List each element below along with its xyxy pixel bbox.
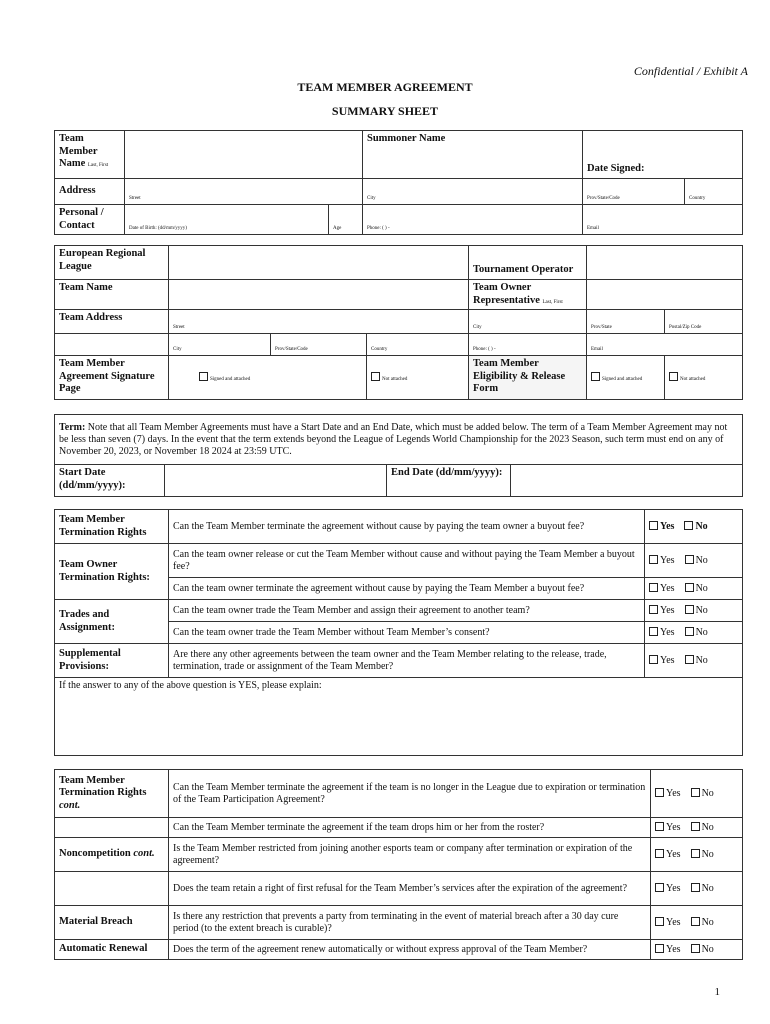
dob-field[interactable]: Date of Birth: (dd/mm/yyyy) xyxy=(125,205,329,235)
owner-rep-field[interactable] xyxy=(587,280,743,310)
end-date-label: End Date (dd/mm/yyyy): xyxy=(387,465,511,497)
date-signed-field[interactable] xyxy=(583,131,743,179)
q5-yes-checkbox[interactable] xyxy=(649,627,658,636)
start-date-label: Start Date (dd/mm/yyyy): xyxy=(55,465,165,497)
league-field[interactable] xyxy=(169,246,469,280)
member-name-label: Team Member Name Last, First xyxy=(55,131,125,179)
question-9: Is the Team Member restricted from joining another esports team or company after termination or expiration of the agreement? xyxy=(169,838,651,872)
q11-no-checkbox[interactable] xyxy=(691,917,700,926)
end-date-field[interactable] xyxy=(511,465,743,497)
question-3: Can the team owner terminate the agreement without cause by paying the Team Member a buyout fee? xyxy=(169,578,645,600)
question-1: Can the Team Member terminate the agreement without cause by paying the team owner a buyout fee? xyxy=(169,510,645,544)
signed-attached2-checkbox[interactable] xyxy=(591,372,600,381)
team-street-field[interactable]: Street xyxy=(169,310,469,334)
q1-no-checkbox[interactable] xyxy=(684,521,693,530)
summoner-name-field[interactable] xyxy=(363,131,583,179)
q6-no-checkbox[interactable] xyxy=(685,655,694,664)
blank-label-cell-2 xyxy=(55,872,169,906)
q1-yes-checkbox[interactable] xyxy=(649,521,658,530)
team-name-label: Team Name xyxy=(55,280,169,310)
q9-answer[interactable]: Yes No xyxy=(651,838,743,872)
noncompetition-label: Noncompetition cont. xyxy=(55,838,169,872)
not-attached-checkbox[interactable] xyxy=(371,372,380,381)
member-termination-cont-label: Team Member Termination Rights cont. xyxy=(55,770,169,818)
signed-attached2-option[interactable]: Signed and attached xyxy=(587,356,665,400)
q4-answer[interactable]: Yes No xyxy=(645,600,743,622)
team-name-field[interactable] xyxy=(169,280,469,310)
q5-no-checkbox[interactable] xyxy=(685,627,694,636)
team-prov-field[interactable]: Prov/State xyxy=(587,310,665,334)
owner-rep-label: Team Owner Representative Last, First xyxy=(469,280,587,310)
signed-attached-checkbox[interactable] xyxy=(199,372,208,381)
operator-label: Tournament Operator xyxy=(469,246,587,280)
q3-yes-checkbox[interactable] xyxy=(649,583,658,592)
signature-page-label: Team Member Agreement Signature Page xyxy=(55,356,169,400)
q7-yes-checkbox[interactable] xyxy=(655,788,664,797)
operator-field[interactable] xyxy=(587,246,743,280)
trades-label: Trades and Assignment: xyxy=(55,600,169,644)
q4-no-checkbox[interactable] xyxy=(685,605,694,614)
q10-no-checkbox[interactable] xyxy=(691,883,700,892)
q9-yes-checkbox[interactable] xyxy=(655,849,664,858)
q2-no-checkbox[interactable] xyxy=(685,555,694,564)
team-country2-field[interactable]: Country xyxy=(367,334,469,356)
confidential-label: Confidential / Exhibit A xyxy=(633,64,748,78)
term-note: Term: Note that all Team Member Agreements must have a Start Date and an End Date, which must be added below. The term of a Team Member Agreement may not be less than seven (7) days. In the event that the term extends beyond the League of Legends World Championship for the 2023 Season, such term must end on any of November 20, 2023, or November 18 2024 at 23:59 UTC. xyxy=(55,415,743,465)
question-12: Does the term of the agreement renew automatically or without express approval of the Team Member? xyxy=(169,940,651,960)
member-info-table xyxy=(54,130,743,235)
explain-label: If the answer to any of the above question is YES, please explain: xyxy=(59,680,322,691)
team-info-table xyxy=(54,245,743,400)
question-6: Are there any other agreements between the team owner and the Team Member relating to the release, trade, termination, trade or assignment of the Team Member? xyxy=(169,644,645,678)
member-termination-label: Team Member Termination Rights xyxy=(55,510,169,544)
question-5: Can the team owner trade the Team Member without Team Member’s consent? xyxy=(169,622,645,644)
question-10: Does the team retain a right of first refusal for the Team Member’s services after the expiration of the agreement? xyxy=(169,872,651,906)
q2-answer[interactable]: Yes No xyxy=(645,544,743,578)
not-attached2-checkbox[interactable] xyxy=(669,372,678,381)
rights-table-2 xyxy=(54,769,743,960)
automatic-renewal-label: Automatic Renewal xyxy=(55,940,169,960)
contact-label: Personal / Contact xyxy=(55,205,125,235)
q10-answer[interactable]: Yes No xyxy=(651,872,743,906)
q3-answer[interactable]: Yes No xyxy=(645,578,743,600)
question-8: Can the Team Member terminate the agreement if the team drops him or her from the roster? xyxy=(169,818,651,838)
eligibility-label: Team Member Eligibility & Release Form xyxy=(469,356,587,400)
explain-field[interactable] xyxy=(55,678,743,756)
blank-label-cell xyxy=(55,818,169,838)
member-email-field[interactable]: Email xyxy=(583,205,743,235)
question-11: Is there any restriction that prevents a party from terminating in the event of material breach after a 30 day cure period (to the extent breach is curable)? xyxy=(169,906,651,940)
q9-no-checkbox[interactable] xyxy=(691,849,700,858)
member-street-field[interactable]: Street xyxy=(125,179,363,205)
page-number: 1 xyxy=(714,986,720,998)
owner-termination-label: Team Owner Termination Rights: xyxy=(55,544,169,600)
team-city2-field[interactable]: City xyxy=(169,334,271,356)
q11-answer[interactable]: Yes No xyxy=(651,906,743,940)
member-phone-field[interactable]: Phone: ( ) - xyxy=(363,205,583,235)
supplemental-label: Supplemental Provisions: xyxy=(55,644,169,678)
not-attached2-option[interactable]: Not attached xyxy=(665,356,743,400)
q5-answer[interactable]: Yes No xyxy=(645,622,743,644)
q12-yes-checkbox[interactable] xyxy=(655,944,664,953)
q12-answer[interactable]: Yes No xyxy=(651,940,743,960)
league-label: European Regional League xyxy=(55,246,169,280)
q8-no-checkbox[interactable] xyxy=(691,822,700,831)
not-attached-option[interactable]: Not attached xyxy=(367,356,469,400)
team-prov2-field[interactable]: Prov/State/Code xyxy=(271,334,367,356)
q7-no-checkbox[interactable] xyxy=(691,788,700,797)
term-table xyxy=(54,414,743,497)
team-phone-field[interactable]: Phone: ( ) - xyxy=(469,334,587,356)
team-postal-field[interactable]: Postal/Zip Code xyxy=(665,310,743,334)
member-country-field[interactable]: Country xyxy=(685,179,743,205)
material-breach-label: Material Breach xyxy=(55,906,169,940)
team-email-field[interactable]: Email xyxy=(587,334,743,356)
date-signed-label: Date Signed: xyxy=(587,163,645,175)
member-name-field[interactable] xyxy=(125,131,363,179)
age-field[interactable]: Age xyxy=(329,205,363,235)
member-city-field[interactable]: City xyxy=(363,179,583,205)
q7-answer[interactable]: Yes No xyxy=(651,770,743,818)
q8-answer[interactable]: Yes No xyxy=(651,818,743,838)
q8-yes-checkbox[interactable] xyxy=(655,822,664,831)
start-date-field[interactable] xyxy=(165,465,387,497)
blank-cell xyxy=(55,334,169,356)
question-2: Can the team owner release or cut the Team Member without cause and without paying the Team Member a buyout fee? xyxy=(169,544,645,578)
address-label: Address xyxy=(55,179,125,205)
q1-answer[interactable]: Yes No xyxy=(645,510,743,544)
q2-yes-checkbox[interactable] xyxy=(649,555,658,564)
name-hint: Last, First xyxy=(87,163,109,169)
q3-no-checkbox[interactable] xyxy=(685,583,694,592)
q6-answer[interactable]: Yes No xyxy=(645,644,743,678)
q4-yes-checkbox[interactable] xyxy=(649,605,658,614)
page-title: TEAM MEMBER AGREEMENT xyxy=(297,80,473,94)
q6-yes-checkbox[interactable] xyxy=(649,655,658,664)
summoner-label: Summoner Name xyxy=(367,133,446,144)
rights-table-1 xyxy=(54,509,743,756)
team-city-field[interactable]: City xyxy=(469,310,587,334)
team-address-label: Team Address xyxy=(55,310,169,334)
question-7: Can the Team Member terminate the agreement if the team is no longer in the League due to expiration or termination of the Team Participation Agreement? xyxy=(169,770,651,818)
page-subtitle: SUMMARY SHEET xyxy=(331,104,439,118)
signed-attached-option[interactable]: Signed and attached xyxy=(169,356,367,400)
q12-no-checkbox[interactable] xyxy=(691,944,700,953)
q11-yes-checkbox[interactable] xyxy=(655,917,664,926)
question-4: Can the team owner trade the Team Member and assign their agreement to another team? xyxy=(169,600,645,622)
member-prov-field[interactable]: Prov/State/Code xyxy=(583,179,685,205)
q10-yes-checkbox[interactable] xyxy=(655,883,664,892)
